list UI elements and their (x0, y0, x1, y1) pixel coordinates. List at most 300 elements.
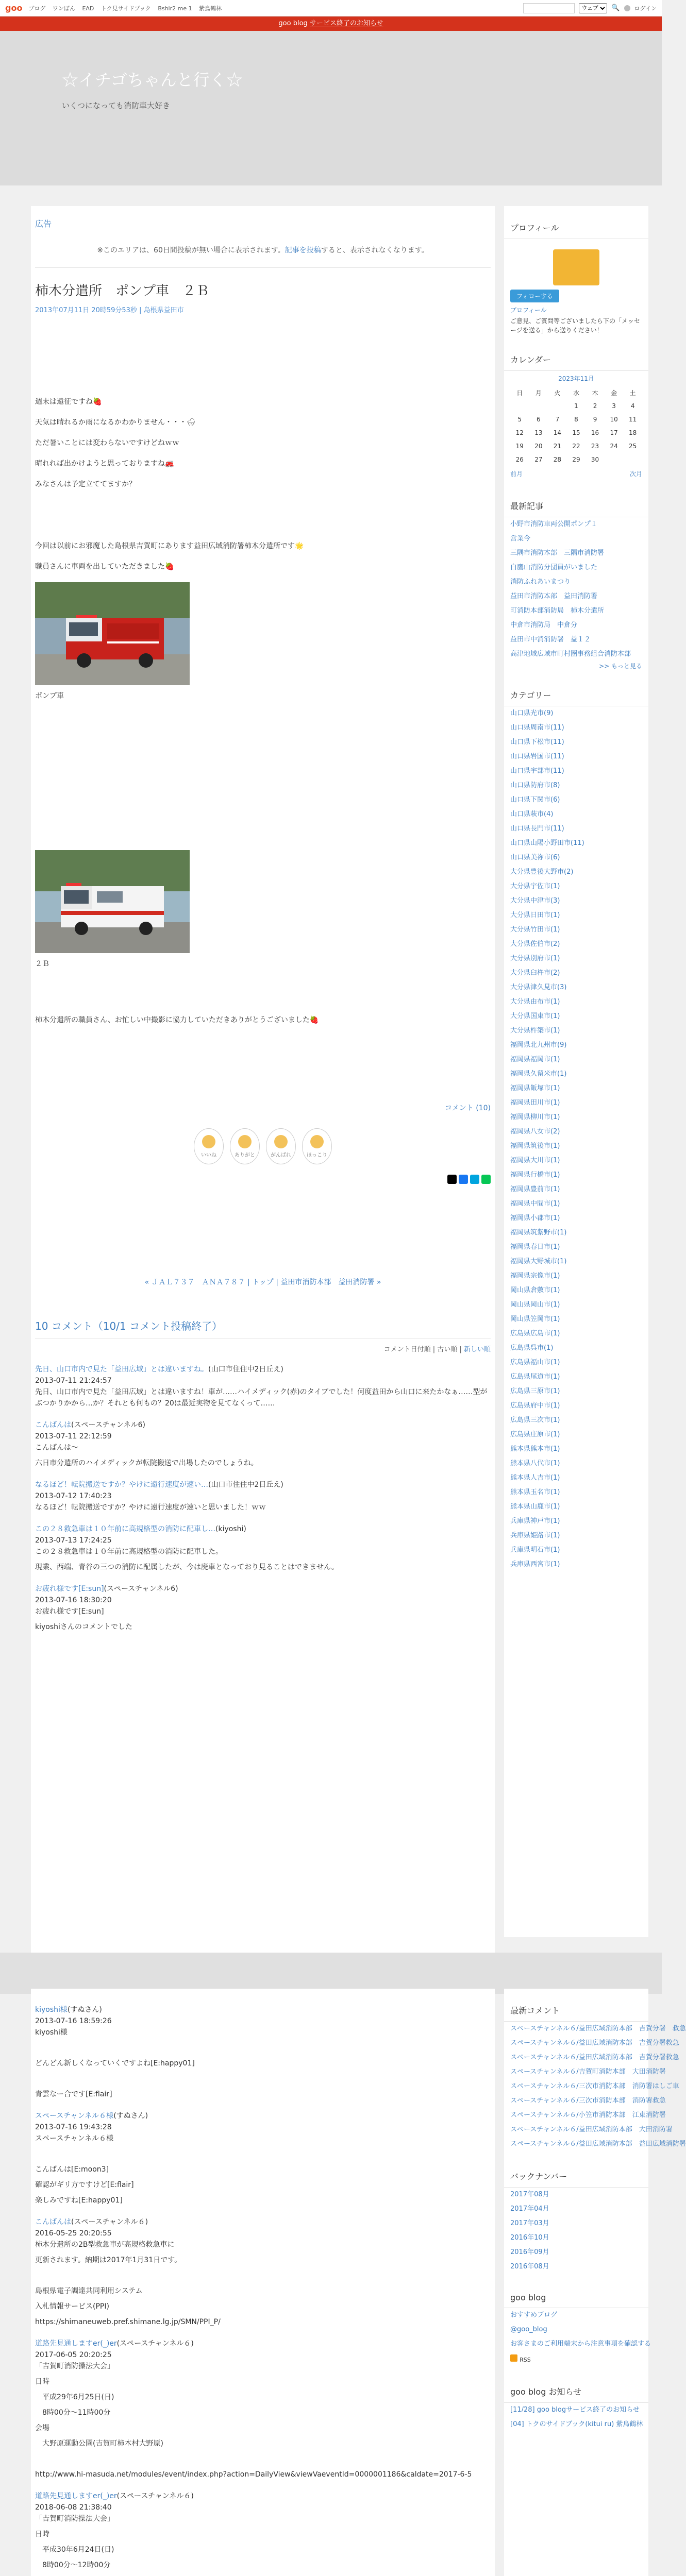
comment-item (35, 1419, 491, 1453)
category-link[interactable]: 福岡県大川市(1) (510, 1157, 560, 1164)
top-nav-item[interactable]: 紫烏鶴林 (199, 5, 222, 12)
category-link[interactable]: 福岡県久留米市(1) (510, 1070, 567, 1078)
category-link[interactable]: 福岡県筑紫野市(1) (510, 1229, 567, 1236)
comment-title-link[interactable]: なるほど！転院搬送ですか？やけに遠行速度が速い… (35, 1481, 208, 1489)
category-link[interactable]: 熊本県人吉市(1) (510, 1474, 560, 1482)
category-link[interactable]: 福岡県福岡市(1) (510, 1056, 560, 1063)
comment-body: 島根県電子調達共同利用システム (35, 2287, 143, 2295)
stamp-face-icon (202, 1135, 215, 1148)
comment-body: 先日、山口市内で見た「益田広域」とは違いますね！車が……ハイメディック(赤)のタイプでした！何度益田から山口に来たかなぁ……型がぶつかりかから…か？それとも何もの？20は最近実物を見てなくって…… (35, 1388, 488, 1408)
goo-blog-heading: goo blog (504, 2287, 648, 2308)
category-link[interactable]: 広島県三原市(1) (510, 1387, 560, 1395)
comment-count-link[interactable]: コメント (10) (444, 1104, 491, 1112)
calendar-weekday: 月 (535, 389, 542, 397)
category-link[interactable]: 兵庫県姫路市(1) (510, 1532, 560, 1539)
divider (35, 267, 491, 268)
calendar-day[interactable]: 9 (593, 416, 597, 423)
top-nav-item[interactable]: ワンぼん (52, 5, 75, 12)
entry-paragraph: ただ暑いことには変わらないですけどねｗｗ (35, 439, 179, 447)
next-entry-link[interactable]: 益田市消防本部 益田消防署 » (280, 1278, 381, 1286)
top-nav-item[interactable]: EAD (82, 5, 94, 12)
entry-paragraph: 週末は遠征ですね🍓 (35, 398, 102, 406)
comment-body: 8時00分〜12時00分 (35, 2561, 111, 2569)
recent-entry-link[interactable]: 高津地域広域市町村圏事務組合消防本部 (510, 650, 631, 658)
category-link[interactable]: 大分県宇佐市(1) (510, 883, 560, 890)
line-share-icon[interactable] (481, 1175, 491, 1184)
category-link[interactable]: 広島県広島市(1) (510, 1330, 560, 1337)
calendar-day[interactable]: 2 (593, 402, 597, 410)
comment-title-link[interactable]: スペースチャンネル６様 (35, 2112, 114, 2120)
comment-author: (山口市住住中2日丘え) (208, 1481, 283, 1489)
category-link[interactable]: 岡山県岡山市(1) (510, 1301, 560, 1309)
category-link[interactable]: 大分県中津市(3) (510, 897, 560, 905)
recent-entry-link[interactable]: 消防ふれあいまつり (510, 578, 571, 586)
calendar-weekday: 金 (611, 389, 617, 397)
comment-title (35, 1364, 491, 1375)
comment-item (35, 2544, 491, 2555)
calendar-weekday-row (510, 386, 642, 399)
comment-author: (すぬさん) (67, 2006, 102, 2014)
comment-item (35, 1621, 491, 1633)
comment-item (35, 2058, 491, 2069)
category-link[interactable]: 山口県光市(9) (510, 709, 554, 717)
top-nav-item[interactable]: ブログ (28, 5, 46, 12)
comment-author: (山口市住住中2日丘え) (208, 1365, 283, 1374)
recent-entry-link[interactable]: 三隅市消防本部 三隅市消防署 (510, 549, 605, 557)
ambulance-image (35, 850, 190, 953)
calendar-day[interactable]: 13 (534, 429, 543, 436)
comment-item (35, 1364, 491, 1409)
ambulance-photo[interactable] (35, 850, 190, 953)
category-link[interactable]: 大分県佐伯市(2) (510, 940, 560, 948)
entry-body (35, 350, 491, 577)
calendar-week-row (510, 453, 642, 466)
calendar-day[interactable]: 30 (591, 456, 599, 463)
calendar-day[interactable]: 10 (610, 416, 618, 423)
entry-paragraph (35, 371, 491, 392)
category-link[interactable]: 福岡県柳川市(1) (510, 1113, 560, 1121)
recent-comment-link[interactable]: スペースチャンネル６/益田広域消防本部 大田消防署 (510, 2126, 673, 2133)
calendar-table (510, 386, 642, 466)
rss-icon (510, 2354, 517, 2362)
backnumber-heading: バックナンバー (504, 2165, 648, 2188)
category-link[interactable]: 福岡県大野城市(1) (510, 1258, 567, 1265)
comment-item (35, 2392, 491, 2403)
entry-closing (35, 1010, 491, 1030)
pump-truck-photo[interactable] (35, 582, 190, 685)
comment-item (35, 2255, 491, 2266)
category-link[interactable]: 熊本県玉名市(1) (510, 1488, 560, 1496)
recent-entries-heading: 最新記事 (504, 495, 648, 517)
calendar-day[interactable]: 8 (574, 416, 578, 423)
comment-author: (すぬさん) (113, 2112, 148, 2120)
recent-comments-heading: 最新コメント (504, 1999, 648, 2022)
entry-paragraph: みなさんは予定立ててますか？ (35, 480, 136, 488)
top-nav (28, 4, 227, 12)
backnumber-list (504, 2188, 648, 2274)
comment-body (35, 2148, 491, 2160)
goo-blog-section (504, 2287, 651, 2367)
top-bar (0, 0, 662, 16)
calendar-weekday: 火 (554, 389, 561, 397)
comment-item (35, 2438, 491, 2449)
category-link[interactable]: 山口県萩市(4) (510, 810, 554, 818)
category-link[interactable]: 熊本県八代市(1) (510, 1460, 560, 1467)
recent-comment-link[interactable]: スペースチャンネル６/三次市消防本部 消防署救急 (510, 2097, 666, 2105)
category-link[interactable]: 広島県福山市(1) (510, 1359, 560, 1366)
ad-note-text-after: すると、表示されなくなります。 (321, 246, 429, 255)
comment-item (35, 2148, 491, 2160)
calendar-weekday: 土 (629, 389, 636, 397)
comment-title-link[interactable]: 道路先見通しますer(_)er (35, 2492, 117, 2500)
recent-comment-link[interactable]: スペースチャンネル６/益田広域消防本部 益田広域消防署 (510, 2140, 686, 2148)
calendar-day[interactable]: 28 (553, 456, 562, 463)
comment-body: 大野原運動公園(吉賀町柿木村大野原) (35, 2439, 163, 2448)
calendar-weekday: 日 (516, 389, 523, 397)
sort-old-link[interactable]: 古い順 (437, 1346, 458, 1353)
goo-news-link[interactable]: [04] トクのサイドブック(kitui ru) 紫烏鶴林 (510, 2420, 643, 2428)
category-link[interactable]: 熊本県熊本市(1) (510, 1445, 560, 1453)
comment-title (35, 1479, 491, 1490)
blog-description: いくつになっても消防車大好き (62, 101, 171, 110)
category-link[interactable]: 福岡県飯塚市(1) (510, 1084, 560, 1092)
backnumber-link[interactable]: 2016年09月 (510, 2248, 549, 2256)
recent-comment-link[interactable]: スペースチャンネル６/益田広域消防本部 吉賀分署 救急 (510, 2025, 686, 2032)
hatena-share-icon[interactable] (470, 1175, 479, 1184)
category-link[interactable]: 福岡県行橋市(1) (510, 1171, 560, 1179)
photo-caption: ポンプ車 (35, 692, 64, 700)
calendar-day[interactable]: 6 (537, 416, 541, 423)
calendar-next-link[interactable]: 次月 (629, 470, 642, 478)
comment-date: 2016-05-25 20:20:55 (35, 2229, 112, 2238)
backnumber-link[interactable]: 2017年08月 (510, 2191, 549, 2198)
entry-title[interactable]: 柿木分遣所 ポンプ車 ２Ｂ (35, 283, 210, 299)
category-list (504, 706, 648, 1572)
calendar-weekday: 木 (592, 389, 598, 397)
category-link[interactable]: 兵庫県明石市(1) (510, 1546, 560, 1554)
meta-separator: | (137, 307, 144, 314)
category-link[interactable]: 山口県下関市(6) (510, 796, 560, 804)
top-link[interactable]: トップ (252, 1278, 274, 1286)
calendar-day[interactable]: 12 (515, 429, 524, 436)
sidebar-lower (504, 1989, 686, 2576)
recent-entry-link[interactable]: 益田市消防本部 益田消防署 (510, 592, 598, 600)
comment-body: 更新されます。納期は2017年1月31日です。 (35, 2256, 182, 2264)
goo-logo[interactable]: goo (5, 3, 23, 13)
recent-comment-link[interactable]: スペースチャンネル６/小笠市消防本部 江東消防署 (510, 2111, 666, 2119)
category-link[interactable]: 福岡県筑後市(1) (510, 1142, 560, 1150)
comment-item (35, 1523, 491, 1557)
calendar-day[interactable]: 26 (515, 456, 524, 463)
category-link[interactable]: 福岡県中間市(1) (510, 1200, 560, 1208)
comment-date: 2018-06-08 21:38:40 (35, 2503, 112, 2512)
comment-title-link[interactable]: kiyoshi様 (35, 2006, 68, 2014)
category-link[interactable]: 福岡県宗像市(1) (510, 1272, 560, 1280)
stamp-face-icon (310, 1135, 324, 1148)
comment-title-link[interactable]: こんばんは (35, 2218, 71, 2226)
category-link[interactable]: 大分県竹田市(1) (510, 926, 560, 934)
stamp-button[interactable] (230, 1128, 260, 1164)
comment-body: 青雲なー合です[E:flair] (35, 2090, 112, 2098)
page-gap (0, 1953, 662, 1994)
entry-navigation: « ＪＡＬ７３７ ＡＮＡ７８７ | トップ | 益田市消防本部 益田消防署 » (144, 1278, 381, 1286)
notice-link[interactable]: サービス終了のお知らせ (309, 20, 383, 27)
calendar-day[interactable]: 29 (572, 456, 580, 463)
comment-list (35, 1364, 491, 1633)
comment-date: 2013-07-11 22:12:59 (35, 1432, 112, 1440)
calendar-day (529, 399, 548, 413)
calendar-day[interactable]: 27 (534, 456, 543, 463)
comment-date: 2013-07-16 18:30:20 (35, 1596, 112, 1604)
calendar-day (605, 453, 624, 466)
recent-entry-link[interactable]: 町消防本部消防局 柿木分遣所 (510, 607, 605, 615)
calendar-day[interactable]: 21 (553, 443, 562, 450)
entry-category[interactable]: 島根県益田市 (143, 307, 184, 314)
entry-paragraph (35, 350, 491, 371)
comment-body: 楽しみですね[E:happy01] (35, 2196, 123, 2205)
goo-news-link[interactable]: [11/28] goo blogサービス終了のお知らせ (510, 2406, 640, 2414)
calendar-week-row (510, 399, 642, 413)
comment-date: 2017-06-05 20:20:25 (35, 2351, 112, 2359)
category-link[interactable]: 大分県豊後大野市(2) (510, 868, 574, 876)
backnumber-link[interactable]: 2017年03月 (510, 2219, 549, 2227)
comment-title (35, 2490, 491, 2502)
category-link[interactable]: 熊本県山鹿市(1) (510, 1503, 560, 1511)
category-link[interactable]: 広島県府中市(1) (510, 1402, 560, 1410)
comment-item (35, 2195, 491, 2206)
comment-item (35, 2285, 491, 2297)
comment-date: 2013-07-12 17:40:23 (35, 1492, 112, 1500)
profile-heading: プロフィール (504, 216, 648, 239)
comment-title-link[interactable]: 道路先見通しますer(_)er (35, 2340, 117, 2348)
comment-body: 入札情報サービス(PPI) (35, 2302, 109, 2311)
profile-text: ご意見、ご質問等ございましたら下の「メッセージを送る」から送りください！ (510, 317, 641, 334)
recent-entry-link[interactable]: 営業今 (510, 535, 531, 543)
main-column-lower (31, 1989, 495, 2576)
category-link[interactable]: 福岡県北九州市(9) (510, 1041, 567, 1049)
post-article-link[interactable]: 記事を投稿 (285, 246, 321, 255)
calendar-day[interactable]: 14 (553, 429, 562, 436)
calendar-title: 2023年11月 (558, 375, 594, 382)
comment-item (35, 2338, 491, 2372)
category-link[interactable]: 広島県三次市(1) (510, 1416, 560, 1424)
comment-title-link[interactable]: この２８救急車は１０年前に高規格型の消防に配車し… (35, 1525, 215, 1533)
blog-header (0, 31, 662, 185)
calendar-day[interactable]: 16 (591, 429, 599, 436)
category-link[interactable]: 大分県国東市(1) (510, 1012, 560, 1020)
recent-more-link[interactable]: >> もっと見る (599, 663, 642, 670)
calendar-day[interactable]: 7 (555, 416, 560, 423)
comment-body: この２８救急車は１０年前に高規格型の消防に配車した。 (35, 1548, 223, 1556)
ad-label: 広告 (35, 219, 52, 229)
stamp-button[interactable] (194, 1128, 224, 1164)
comment-title (35, 1419, 491, 1431)
category-link[interactable]: 広島県尾道市(1) (510, 1373, 560, 1381)
search-icon[interactable]: 🔍 (611, 4, 620, 12)
category-link[interactable]: 山口県長門市(11) (510, 825, 564, 833)
comment-title-link[interactable]: こんばんは (35, 1421, 71, 1429)
category-link[interactable]: 大分県杵築市(1) (510, 1027, 560, 1035)
top-nav-item[interactable]: Bshir2 me 1 (158, 5, 192, 12)
calendar-prev-link[interactable]: 前月 (510, 470, 523, 478)
comment-date: 2013-07-11 21:24:57 (35, 1377, 112, 1385)
recent-comment-link[interactable]: スペースチャンネル６/益田広域消防本部 吉賀分署救急 (510, 2039, 679, 2047)
calendar-day[interactable]: 25 (629, 443, 637, 450)
stamp-label: がんばれ (271, 1152, 291, 1158)
category-link[interactable]: 広島県呉市(1) (510, 1344, 554, 1352)
comment-title-link[interactable]: 先日、山口市内で見た「益田広域」とは違いますね。 (35, 1365, 208, 1374)
recent-entry-link[interactable]: 小野市消防車両公開ポンプ１ (510, 520, 598, 528)
rss-badge[interactable] (504, 2351, 648, 2367)
category-link[interactable]: 福岡県小郡市(1) (510, 1214, 560, 1222)
search-scope-select[interactable] (579, 3, 607, 13)
category-link[interactable]: 兵庫県西宮市(1) (510, 1561, 560, 1568)
recent-entries-list (504, 517, 648, 662)
top-nav-item[interactable]: トク見サイドブック (101, 5, 151, 12)
calendar-day[interactable]: 11 (629, 416, 637, 423)
calendar-day[interactable]: 15 (572, 429, 580, 436)
entry-date[interactable]: 2013年07月11日 20時59分53秒 (35, 307, 137, 314)
calendar-day[interactable]: 24 (610, 443, 618, 450)
category-link[interactable]: 大分県由布市(1) (510, 998, 560, 1006)
backnumber-link[interactable]: 2016年10月 (510, 2234, 549, 2242)
category-link[interactable]: 大分県別府市(1) (510, 955, 560, 962)
calendar-day[interactable]: 23 (591, 443, 599, 450)
comment-title (35, 1523, 491, 1535)
calendar-day[interactable]: 17 (610, 429, 618, 436)
calendar-section (504, 348, 648, 481)
comment-body: なるほど！転院搬送ですか？やけに遠行速度が速いと思いました！ｗｗ (35, 1503, 266, 1512)
entry-paragraph: 今回は以前にお邪魔した島根県吉賀町にあります益田広域消防署柿木分遣所です🌟 (35, 542, 304, 550)
category-link[interactable]: 大分県津久見市(3) (510, 984, 567, 991)
category-link[interactable]: 福岡県豊前市(1) (510, 1185, 560, 1193)
recent-comment-link[interactable]: スペースチャンネル６/吉賀町消防本部 大田消防署 (510, 2068, 666, 2076)
sort-new-link[interactable]: 新しい順 (463, 1346, 491, 1353)
category-link[interactable]: 岡山県倉敷市(1) (510, 1286, 560, 1294)
calendar-day[interactable]: 22 (572, 443, 580, 450)
stamp-face-icon (274, 1135, 288, 1148)
x-share-icon[interactable] (447, 1175, 457, 1184)
comment-author: (kiyoshi) (215, 1525, 246, 1533)
calendar-day[interactable]: 1 (574, 402, 578, 410)
comment-title (35, 1583, 491, 1595)
comment-body: 日時 (35, 2530, 49, 2538)
comment-item (35, 2316, 491, 2328)
category-link[interactable]: 山口県山陽小野田市(11) (510, 839, 584, 847)
comment-item (35, 2110, 491, 2144)
backnumber-link[interactable]: 2017年04月 (510, 2205, 549, 2213)
profile-section (504, 216, 648, 335)
follow-button[interactable]: フォローする (510, 290, 559, 302)
stamp-face-icon (238, 1135, 252, 1148)
comment-item (35, 2560, 491, 2571)
category-link[interactable]: 山口県岩国市(11) (510, 753, 564, 760)
category-link[interactable]: 福岡県田川市(1) (510, 1099, 560, 1107)
login-link[interactable]: ログイン (634, 5, 657, 12)
category-link[interactable]: 大分県臼杵市(2) (510, 969, 560, 977)
comment-author: (スペースチャンネル６) (71, 2218, 148, 2226)
category-link[interactable]: 山口県下松市(11) (510, 738, 564, 746)
reaction-stamps (35, 1128, 491, 1164)
goo-blog-link[interactable]: お客さまのご利用端末から注意事項を確認する (510, 2340, 651, 2348)
calendar-day[interactable]: 18 (629, 429, 637, 436)
calendar-week-row (510, 426, 642, 439)
comment-body (35, 2270, 491, 2281)
pump-truck-image (35, 582, 190, 685)
comment-item (35, 1583, 491, 1617)
recent-entry-link[interactable]: 白鷹山消防分団員がいました (510, 564, 598, 571)
search-input[interactable] (523, 3, 575, 13)
comment-item (35, 1458, 491, 1469)
comment-body (35, 2042, 491, 2054)
recent-comment-link[interactable]: スペースチャンネル６/三次市消防本部 消防署はしご車 (510, 2082, 679, 2090)
comment-title-link[interactable]: お疲れ様です[E:sun] (35, 1585, 104, 1593)
stamp-label: いいね (201, 1152, 216, 1158)
recent-comment-link[interactable]: スペースチャンネル６/益田広域消防本部 吉賀分署救急 (510, 2054, 679, 2061)
goo-news-list (504, 2403, 648, 2432)
recent-entry-link[interactable]: 益田市中消消防署 益１２ (510, 636, 591, 643)
comments-sort: コメント日付順 | 古い順 | 新しい順 (383, 1346, 491, 1353)
comment-date: 2013-07-16 19:43:28 (35, 2123, 112, 2131)
profile-link[interactable]: プロフィール (510, 307, 547, 314)
blog-title[interactable]: ☆イチゴちゃんと行く☆ (62, 70, 243, 90)
profile-avatar[interactable] (553, 249, 599, 285)
comment-item (35, 2004, 491, 2038)
calendar-day[interactable]: 19 (515, 443, 524, 450)
calendar-day[interactable]: 5 (517, 416, 522, 423)
calendar-day[interactable]: 20 (534, 443, 543, 450)
calendar-day[interactable]: 3 (612, 402, 616, 410)
backnumber-link[interactable]: 2016年08月 (510, 2263, 549, 2270)
facebook-share-icon[interactable] (459, 1175, 468, 1184)
comments-heading: 10 コメント（10/1 コメント投稿終了） (35, 1318, 491, 1338)
recent-entry-link[interactable]: 中倉市消防局 中倉分 (510, 621, 578, 629)
goo-blog-link[interactable]: @goo_blog (510, 2326, 547, 2333)
category-link[interactable]: 山口県宇部市(11) (510, 767, 564, 775)
comment-item (35, 2376, 491, 2387)
comment-body: 確認がギリ方ですけど[E:flair] (35, 2181, 134, 2189)
comment-body: kiyoshiさんのコメントでした (35, 1623, 132, 1631)
entry-meta (35, 304, 491, 314)
photo-caption: ２Ｂ (35, 960, 49, 968)
calendar-day (548, 399, 567, 413)
category-link[interactable]: 山口県周南市(11) (510, 724, 564, 732)
comment-body: 平成29年6月25日(日) (35, 2393, 114, 2401)
category-link[interactable]: 福岡県春日市(1) (510, 1243, 560, 1251)
entry-paragraph (35, 515, 491, 536)
category-link[interactable]: 岡山県笠岡市(1) (510, 1315, 560, 1323)
entry-paragraph: 晴れれば出かけようと思っておりますね🚒 (35, 460, 174, 468)
comment-item (35, 2529, 491, 2540)
stamp-button[interactable] (266, 1128, 296, 1164)
category-link[interactable]: 福岡県八女市(2) (510, 1128, 560, 1136)
comment-title (35, 2338, 491, 2349)
category-link[interactable]: 山口県防府市(8) (510, 782, 560, 789)
calendar-day[interactable]: 4 (630, 402, 635, 410)
goo-blog-link[interactable]: おすすめブログ (510, 2311, 558, 2319)
comment-author: (スペースチャンネル6) (71, 1421, 146, 1429)
goo-blog-links (504, 2308, 651, 2351)
category-link[interactable]: 大分県日田市(1) (510, 911, 560, 919)
stamp-button[interactable] (302, 1128, 332, 1164)
prev-entry-link[interactable]: « ＪＡＬ７３７ ＡＮＡ７８７ (144, 1278, 245, 1286)
comment-item (35, 2453, 491, 2465)
category-link[interactable]: 山口県美祢市(6) (510, 854, 560, 861)
category-link[interactable]: 広島県庄原市(1) (510, 1431, 560, 1438)
comment-item (35, 1479, 491, 1513)
comment-body: 「吉賀町消防操法大会」 (35, 2362, 114, 2370)
category-link[interactable]: 兵庫県神戸市(1) (510, 1517, 560, 1525)
